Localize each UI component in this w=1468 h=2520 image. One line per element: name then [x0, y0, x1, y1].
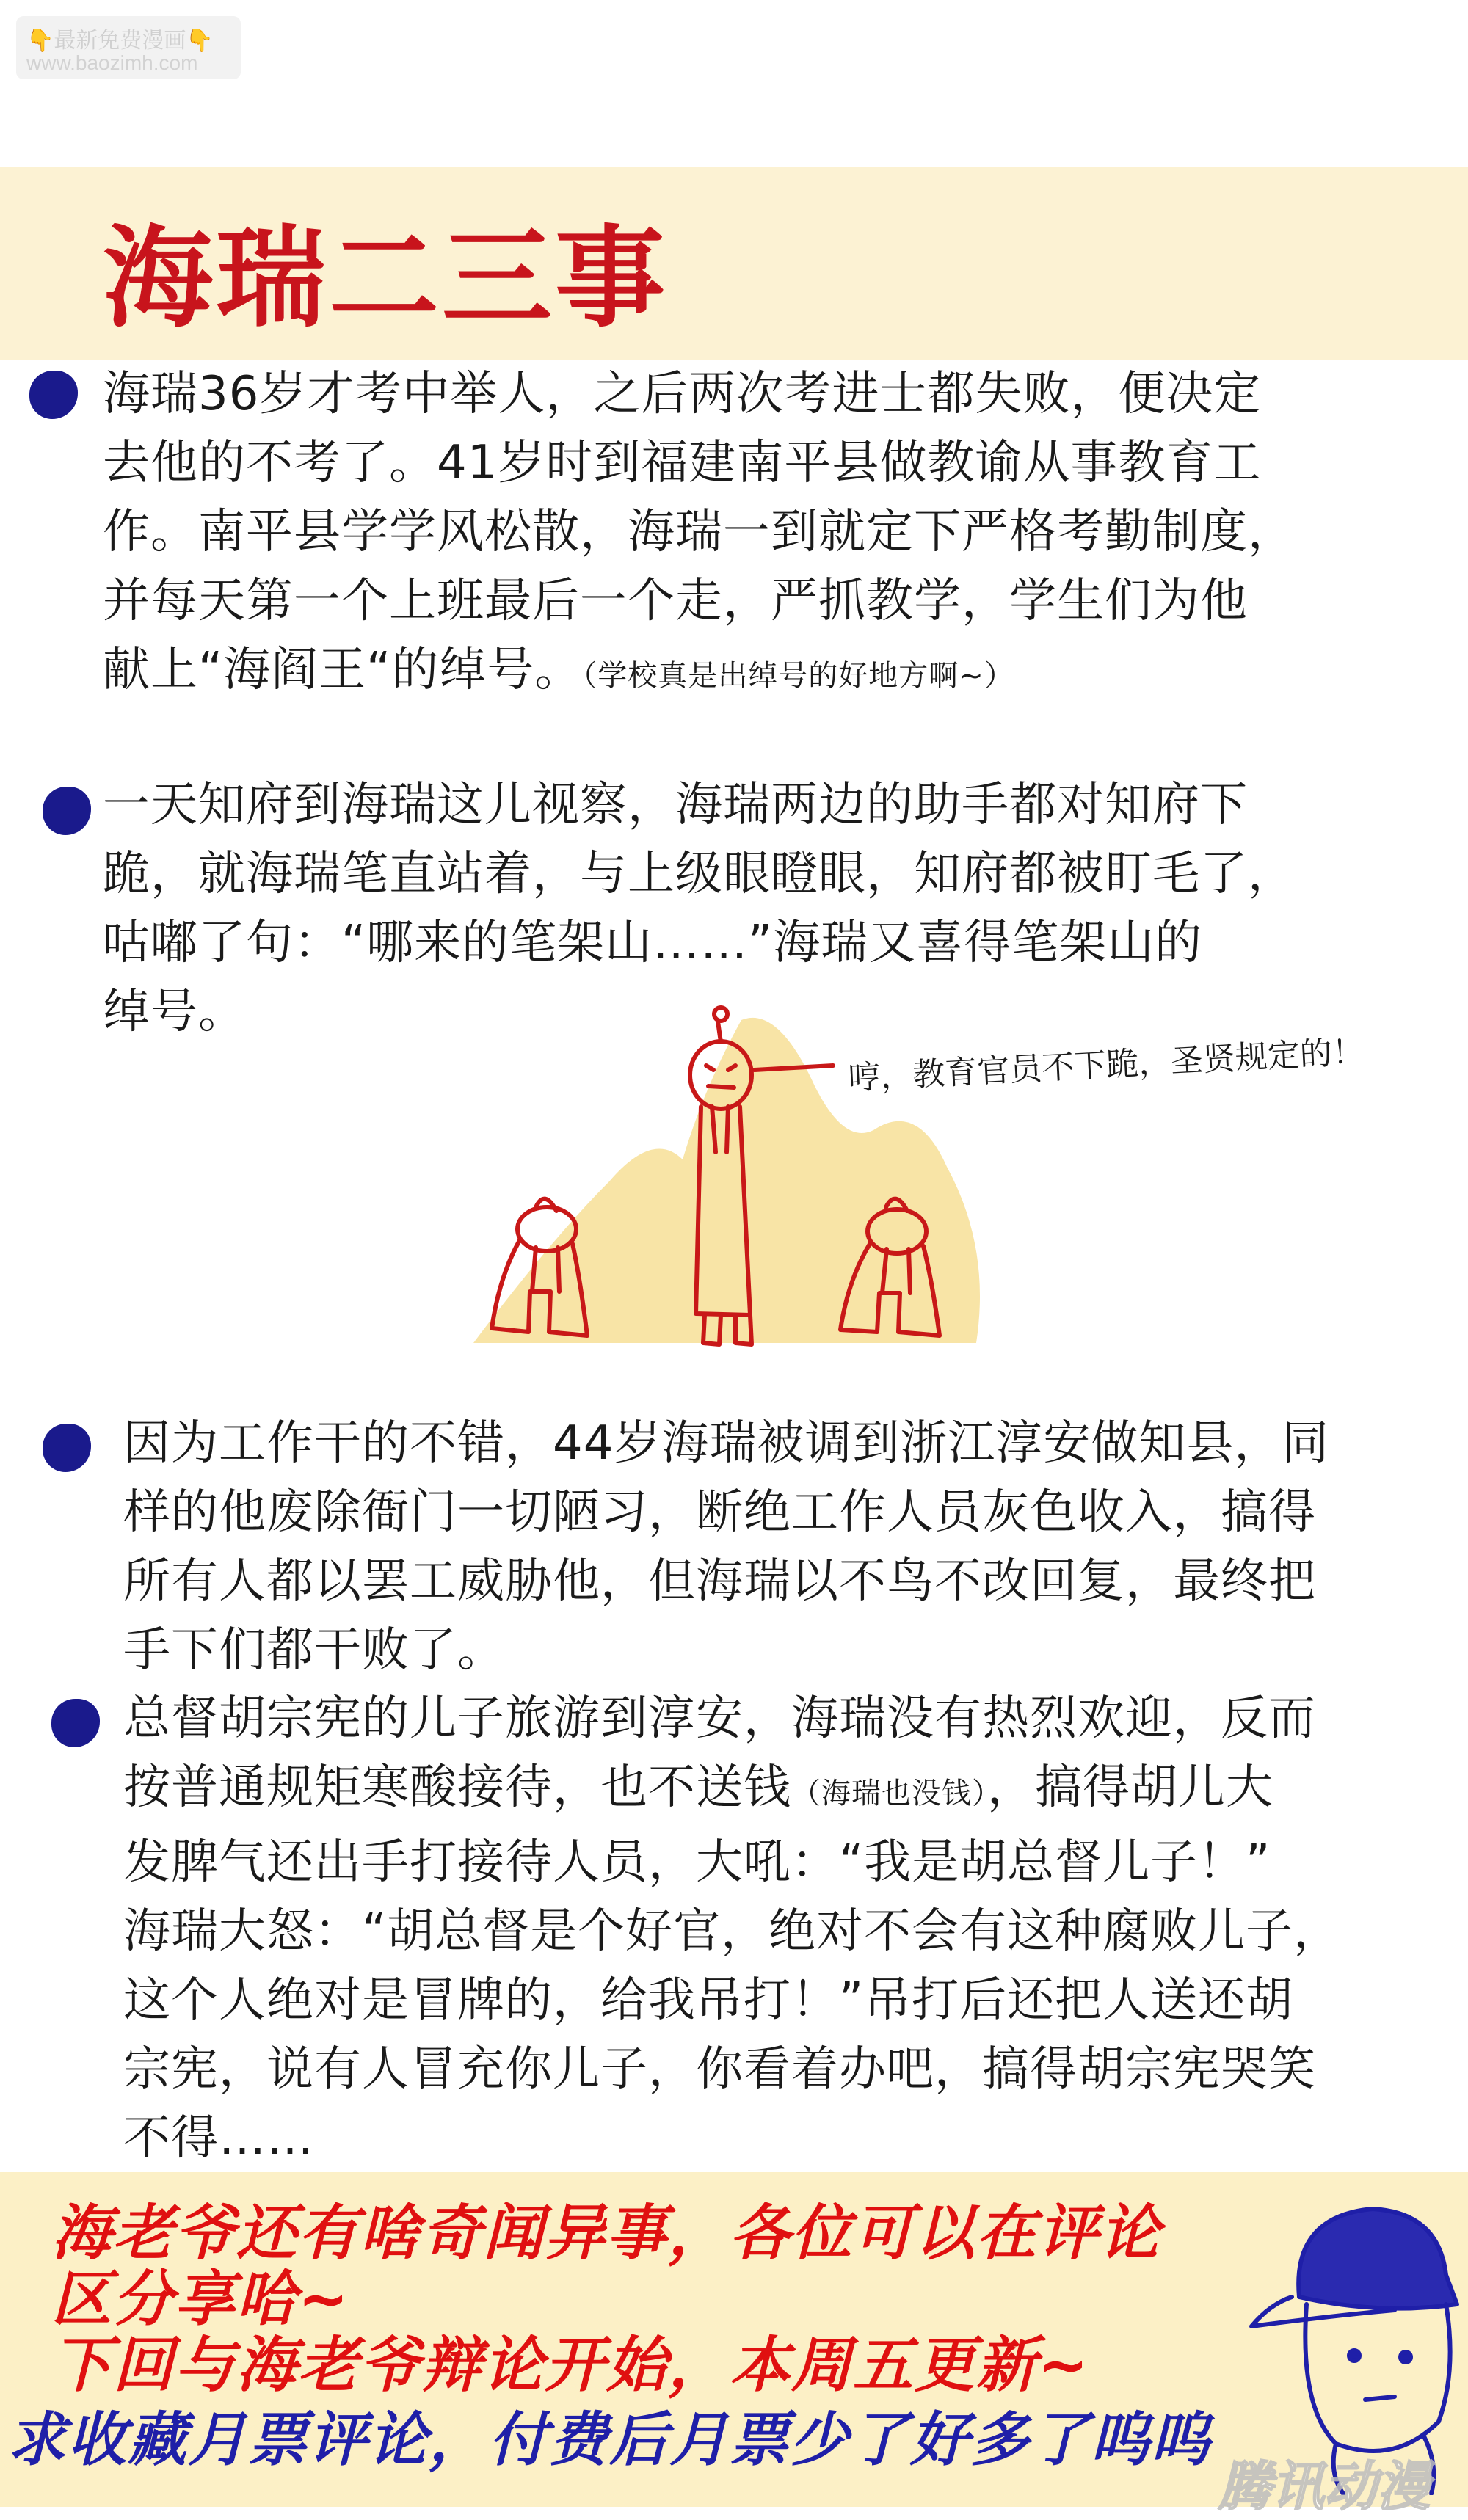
text-line: 并每天第一个上班最后一个走，严抓教学，学生们为他 [103, 574, 1248, 628]
footer-line-4: 求收藏月票评论，付费后月票少了好多了呜呜 [7, 2406, 1211, 2474]
text-line: 不得…… [123, 2111, 314, 2166]
bullet-dot-icon [43, 787, 91, 835]
text-line: 去他的不考了。41岁时到福建南平县做教谕从事教育工 [103, 436, 1262, 490]
text-line: 因为工作干的不错，44岁海瑞被调到浙江淳安做知县，同 [123, 1416, 1330, 1471]
bullet-dot-icon [51, 1699, 100, 1747]
text-line: 这个人绝对是冒牌的，给我吊打！”吊打后还把人送还胡 [123, 1973, 1294, 2028]
footer-line-3: 下回与海老爷辩论开始，本周五更新~ [51, 2331, 1090, 2400]
text-line: 海瑞36岁才考中举人，之后两次考进士都失败，便决定 [103, 367, 1262, 421]
text-line: 献上“海阎王“的绰号。（学校真是出绰号的好地方啊~） [103, 643, 1014, 697]
aside-note: （学校真是出绰号的好地方啊~） [582, 659, 1014, 693]
bullet-dot-icon [29, 371, 78, 419]
site-watermark [16, 16, 241, 79]
text-line: 样的他废除衙门一切陋习，断绝工作人员灰色收入，搞得 [123, 1485, 1316, 1540]
aside-note: （海瑞也没钱） [791, 1777, 987, 1810]
text-line: 发脾气还出手打接待人员，大吼：“我是胡总督儿子！” [123, 1835, 1271, 1890]
page-title: 海瑞二三事 [103, 215, 669, 343]
footer-line-1: 海老爷还有啥奇闻异事，各位可以在评论 [51, 2199, 1161, 2268]
text-line: 手下们都干败了。 [123, 1623, 505, 1678]
paragraph-3 [123, 1409, 1329, 1685]
publisher-logo: 腾讯动漫 [1218, 2455, 1431, 2517]
text-line: 总督胡宗宪的儿子旅游到淳安，海瑞没有热烈欢迎，反而 [123, 1691, 1316, 1746]
text-line: 咕嘟了句：“哪来的笔架山……”海瑞又喜得笔架山的 [103, 916, 1203, 970]
text-line: 作。南平县学学风松散，海瑞一到就定下严格考勤制度， [103, 505, 1296, 559]
paragraph-4 [123, 1684, 1341, 2173]
text-line: 宗宪，说有人冒充你儿子，你看着办吧，搞得胡宗宪哭笑 [123, 2042, 1316, 2097]
footer-line-2: 区分享哈~ [51, 2265, 350, 2334]
text-line: 所有人都以罢工威胁他，但海瑞以不鸟不改回复，最终把 [123, 1554, 1316, 1609]
text-line: 绰号。 [103, 985, 246, 1039]
watermark-line1: 👇最新免费漫画👇 [26, 29, 214, 53]
paragraph-1 [103, 360, 1296, 710]
text-line: 按普通规矩寒酸接待，也不送钱（海瑞也没钱），搞得胡儿大 [123, 1760, 1273, 1815]
watermark-url: www.baozimh.com [26, 51, 198, 74]
text-line: 跪，就海瑞笔直站着，与上级眼瞪眼，知府都被盯毛了， [103, 847, 1296, 901]
text-line: 一天知府到海瑞这儿视察，海瑞两边的助手都对知府下 [103, 778, 1248, 832]
illustration-caption: 哼，教育官员不下跪，圣贤规定的！ [847, 1033, 1366, 1098]
bullet-dot-icon [43, 1424, 91, 1472]
text-line: 海瑞大怒：“胡总督是个好官，绝对不会有这种腐败儿子， [123, 1904, 1342, 1959]
